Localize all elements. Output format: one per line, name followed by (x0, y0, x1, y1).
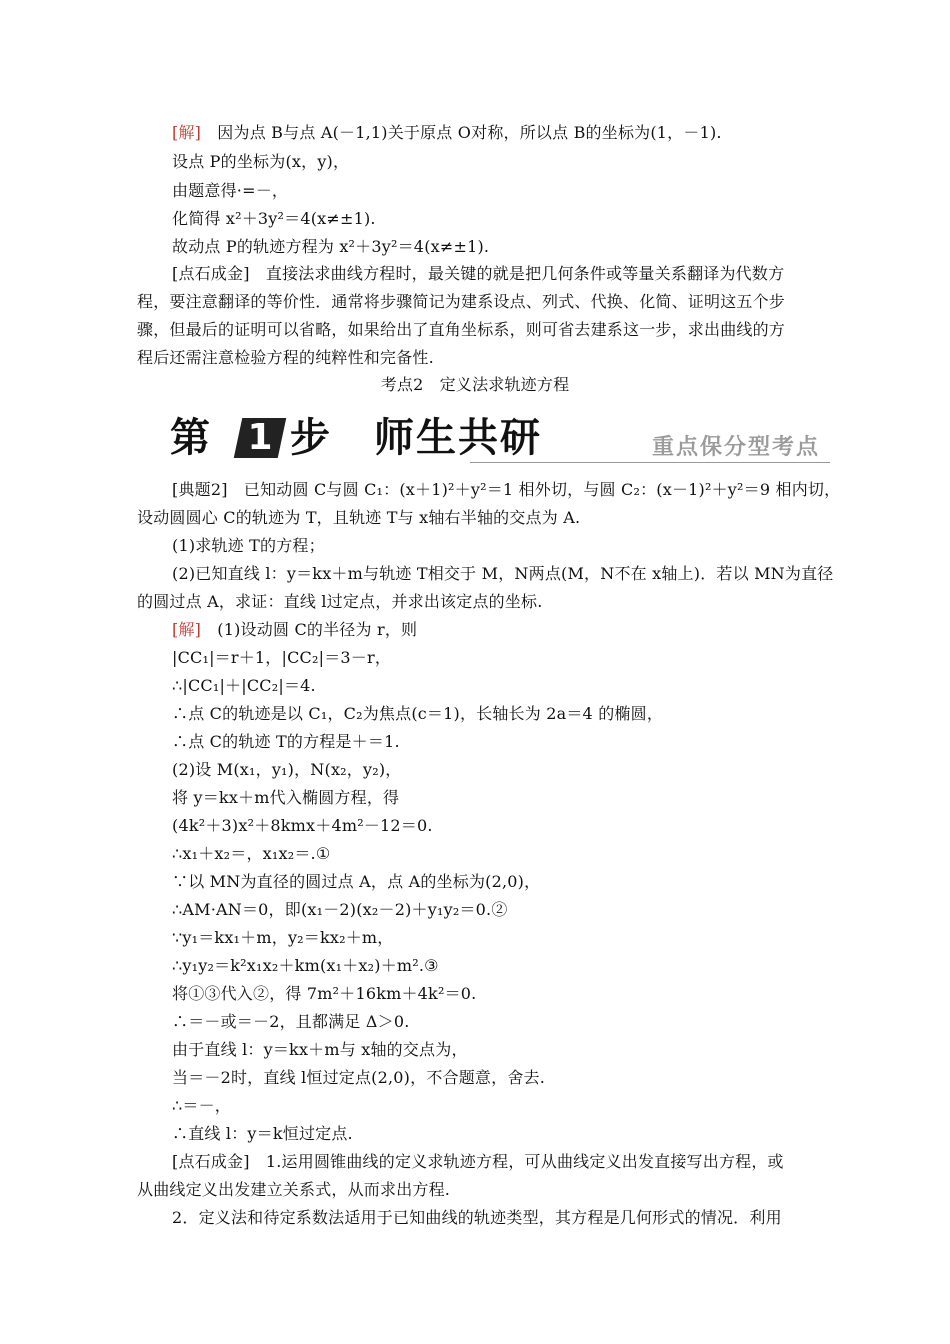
solution-1-line-4: 化简得 x²＋3y²＝4(x≠±1). (172, 209, 376, 228)
tip-2-line-1: [点石成金] 1.运用圆锥曲线的定义求轨迹方程，可从曲线定义出发直接写出方程，或 (172, 1152, 784, 1171)
solution-tag: [解] (172, 620, 202, 639)
solution-2-line-5: ∴点 C的轨迹 T的方程是＋＝1. (172, 732, 400, 751)
solution-2-line-18: ∴＝－， (172, 1096, 231, 1115)
solution-2-line-11: ∴AM·AN＝0，即(x₁－2)(x₂－2)＋y₁y₂＝0.② (172, 900, 508, 919)
example-2-line-5: 的圆过点 A，求证：直线 l过定点，并求出该定点的坐标. (137, 592, 543, 611)
solution-2-line-19: ∴直线 l：y＝k恒过定点. (172, 1124, 353, 1143)
solution-text: 因为点 B与点 A(－1,1)关于原点 O对称，所以点 B的坐标为(1，－1). (217, 123, 722, 142)
solution-2-line-8: (4k²＋3)x²＋8kmx＋4m²－12＝0. (172, 816, 433, 835)
example-2-line-4: (2)已知直线 l：y＝kx＋m与轨迹 T相交于 M，N两点(M，N不在 x轴上)．若以 MN为直径 (172, 564, 834, 583)
solution-2-line-16: 由于直线 l：y＝kx＋m与 x轴的交点为， (172, 1040, 468, 1059)
solution-2-line-14: 将①③代入②，得 7m²＋16km＋4k²＝0. (172, 984, 477, 1003)
banner-left-text: 第 (170, 415, 212, 461)
solution-2-line-17: 当＝－2时，直线 l恒过定点(2,0)，不合题意，舍去. (172, 1068, 545, 1087)
example-2-line-1: [典题2] 已知动圆 C与圆 C₁：(x＋1)²＋y²＝1 相外切，与圆 C₂：(x－1)²＋y²＝9 相内切， (172, 480, 841, 499)
solution-2-line-10: ∵以 MN为直径的圆过点 A，点 A的坐标为(2,0)， (172, 872, 541, 891)
banner-subtitle: 重点保分型考点 (651, 435, 820, 460)
tip-1-line-1: [点石成金] 直接法求曲线方程时，最关键的就是把几何条件或等量关系翻译为代数方 (172, 264, 785, 283)
solution-2-line-3: ∴|CC₁|＋|CC₂|＝4. (172, 676, 316, 695)
solution-2-line-4: ∴点 C的轨迹是以 C₁，C₂为焦点(c＝1)，长轴长为 2a＝4 的椭圆， (172, 704, 664, 723)
solution-1-line-5: 故动点 P的轨迹方程为 x²＋3y²＝4(x≠±1). (172, 237, 490, 256)
tip-2-line-2: 从曲线定义出发建立关系式，从而求出方程. (137, 1180, 451, 1199)
example-2-line-3: (1)求轨迹 T的方程； (172, 536, 325, 555)
tip-1-line-3: 骤，但最后的证明可以省略，如果给出了直角坐标系，则可省去建系这一步，求出曲线的方 (137, 320, 786, 339)
example-2-line-2: 设动圆圆心 C的轨迹为 T，且轨迹 T与 x轴右半轴的交点为 A. (137, 508, 581, 527)
solution-1-line-2: 设点 P的坐标为(x，y)， (172, 152, 350, 171)
solution-text: (1)设动圆 C的半径为 r，则 (217, 620, 418, 639)
solution-tag: [解] (172, 123, 202, 142)
solution-1-line-3: 由题意得·=－， (172, 181, 289, 200)
banner-number-text: 1 (247, 417, 273, 458)
solution-1-line-1 (172, 123, 722, 143)
solution-2-line-7: 将 y＝kx＋m代入椭圆方程，得 (172, 788, 400, 807)
solution-2-line-9: ∴x₁＋x₂＝，x₁x₂＝.① (172, 844, 331, 863)
banner-step-number (234, 418, 287, 458)
tip-2-line-3: 2．定义法和待定系数法适用于已知曲线的轨迹类型，其方程是几何形式的情况．利用 (172, 1208, 782, 1227)
banner-divider (470, 462, 830, 463)
tip-1-line-4: 程后还需注意检验方程的纯粹性和完备性. (137, 348, 434, 367)
solution-2-line-15: ∴＝－或＝－2，且都满足 Δ＞0. (172, 1012, 410, 1031)
tip-1-line-2: 程，要注意翻译的等价性．通常将步骤简记为建系设点、列式、代换、化简、证明这五个步 (137, 292, 786, 311)
solution-2-line-13: ∴y₁y₂＝k²x₁x₂＋km(x₁＋x₂)＋m².③ (172, 956, 439, 975)
solution-2-line-12: ∵y₁＝kx₁＋m，y₂＝kx₂＋m， (172, 928, 394, 947)
solution-2-line-2: |CC₁|＝r＋1，|CC₂|＝3－r， (172, 648, 392, 667)
section-title: 考点2 定义法求轨迹方程 (380, 375, 570, 394)
solution-2-line-6: (2)设 M(x₁，y₁)，N(x₂，y₂)， (172, 760, 402, 779)
banner-right-text: 步 师生共研 (290, 415, 542, 461)
solution-2-line-1 (172, 620, 417, 640)
step-banner (170, 412, 830, 468)
